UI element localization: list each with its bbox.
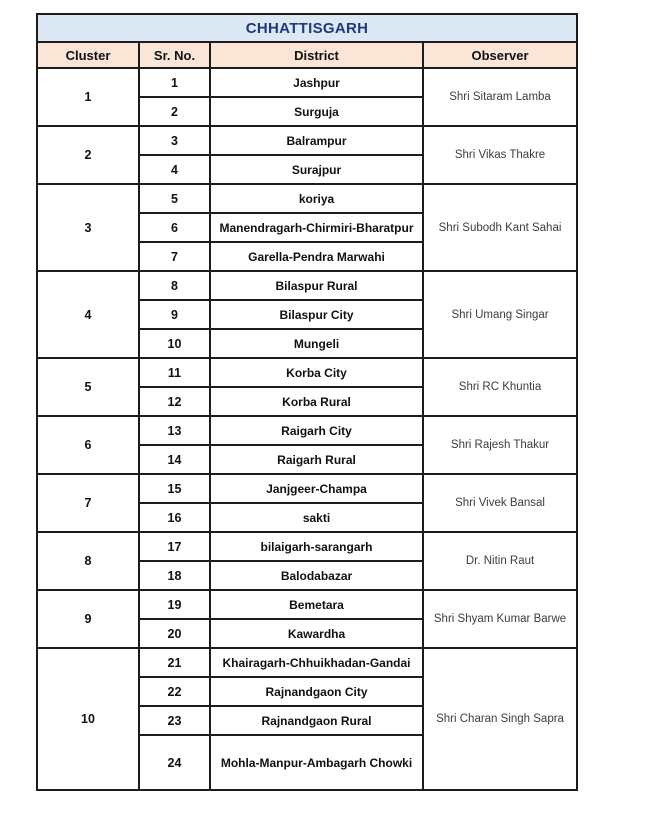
district-name-cell: Rajnandgaon Rural: [210, 706, 423, 735]
sr-no-cell: 19: [139, 590, 210, 619]
table-row: [37, 416, 577, 445]
table-row: [37, 271, 577, 300]
observer-name-cell: Shri RC Khuntia: [423, 358, 577, 416]
sr-no-cell: 11: [139, 358, 210, 387]
district-name-cell: Bilaspur Rural: [210, 271, 423, 300]
district-name-cell: Bilaspur City: [210, 300, 423, 329]
table-row: [37, 184, 577, 213]
sr-no-cell: 13: [139, 416, 210, 445]
chhattisgarh-cluster-table: [36, 13, 578, 791]
cluster-number-cell: 2: [37, 126, 139, 184]
sr-no-cell: 8: [139, 271, 210, 300]
sr-no-cell: 23: [139, 706, 210, 735]
sr-no-cell: 21: [139, 648, 210, 677]
district-name-cell: Bemetara: [210, 590, 423, 619]
observer-name-cell: Shri Vikas Thakre: [423, 126, 577, 184]
district-name-cell: Surguja: [210, 97, 423, 126]
cluster-number-cell: 3: [37, 184, 139, 271]
table-row: [37, 590, 577, 619]
sr-no-cell: 16: [139, 503, 210, 532]
observer-name-cell: Shri Shyam Kumar Barwe: [423, 590, 577, 648]
district-name-cell: bilaigarh-sarangarh: [210, 532, 423, 561]
cluster-number-cell: 6: [37, 416, 139, 474]
sr-no-cell: 2: [139, 97, 210, 126]
column-header-district: District: [210, 42, 423, 68]
district-name-cell: sakti: [210, 503, 423, 532]
observer-name-cell: Dr. Nitin Raut: [423, 532, 577, 590]
district-name-cell: Mungeli: [210, 329, 423, 358]
sr-no-cell: 18: [139, 561, 210, 590]
district-name-cell: Balrampur: [210, 126, 423, 155]
sr-no-cell: 5: [139, 184, 210, 213]
observer-name-cell: Shri Umang Singar: [423, 271, 577, 358]
table-row: [37, 532, 577, 561]
sr-no-cell: 3: [139, 126, 210, 155]
sr-no-cell: 22: [139, 677, 210, 706]
table-row: [37, 68, 577, 97]
title-row: [37, 14, 577, 42]
sr-no-cell: 12: [139, 387, 210, 416]
district-name-cell: koriya: [210, 184, 423, 213]
observer-name-cell: Shri Vivek Bansal: [423, 474, 577, 532]
table-row: [37, 474, 577, 503]
sr-no-cell: 6: [139, 213, 210, 242]
observer-name-cell: Shri Rajesh Thakur: [423, 416, 577, 474]
table-row: [37, 126, 577, 155]
column-header-sr-no: Sr. No.: [139, 42, 210, 68]
cluster-number-cell: 1: [37, 68, 139, 126]
district-name-cell: Rajnandgaon City: [210, 677, 423, 706]
sr-no-cell: 4: [139, 155, 210, 184]
district-name-cell: Raigarh City: [210, 416, 423, 445]
cluster-number-cell: 8: [37, 532, 139, 590]
district-name-cell: Kawardha: [210, 619, 423, 648]
district-name-cell: Manendragarh-Chirmiri-Bharatpur: [210, 213, 423, 242]
district-name-cell: Khairagarh-Chhuikhadan-Gandai: [210, 648, 423, 677]
cluster-number-cell: 10: [37, 648, 139, 790]
observer-name-cell: Shri Sitaram Lamba: [423, 68, 577, 126]
sr-no-cell: 15: [139, 474, 210, 503]
column-header-row: [37, 42, 577, 68]
district-name-cell: Raigarh Rural: [210, 445, 423, 474]
sr-no-cell: 10: [139, 329, 210, 358]
sr-no-cell: 1: [139, 68, 210, 97]
cluster-number-cell: 5: [37, 358, 139, 416]
sr-no-cell: 7: [139, 242, 210, 271]
sr-no-cell: 14: [139, 445, 210, 474]
sr-no-cell: 24: [139, 735, 210, 790]
cluster-number-cell: 4: [37, 271, 139, 358]
column-header-observer: Observer: [423, 42, 577, 68]
district-name-cell: Jashpur: [210, 68, 423, 97]
table-row: [37, 648, 577, 677]
district-name-cell: Garella-Pendra Marwahi: [210, 242, 423, 271]
column-header-cluster: Cluster: [37, 42, 139, 68]
sr-no-cell: 17: [139, 532, 210, 561]
district-name-cell: Janjgeer-Champa: [210, 474, 423, 503]
district-name-cell: Balodabazar: [210, 561, 423, 590]
district-name-cell: Surajpur: [210, 155, 423, 184]
table-title: CHHATTISGARH: [37, 14, 577, 42]
table-body: [37, 68, 577, 790]
district-name-cell: Korba Rural: [210, 387, 423, 416]
cluster-number-cell: 9: [37, 590, 139, 648]
district-name-cell: Mohla-Manpur-Ambagarh Chowki: [210, 735, 423, 790]
sr-no-cell: 20: [139, 619, 210, 648]
table-row: [37, 358, 577, 387]
cluster-number-cell: 7: [37, 474, 139, 532]
sr-no-cell: 9: [139, 300, 210, 329]
observer-name-cell: Shri Subodh Kant Sahai: [423, 184, 577, 271]
observer-name-cell: Shri Charan Singh Sapra: [423, 648, 577, 790]
district-name-cell: Korba City: [210, 358, 423, 387]
